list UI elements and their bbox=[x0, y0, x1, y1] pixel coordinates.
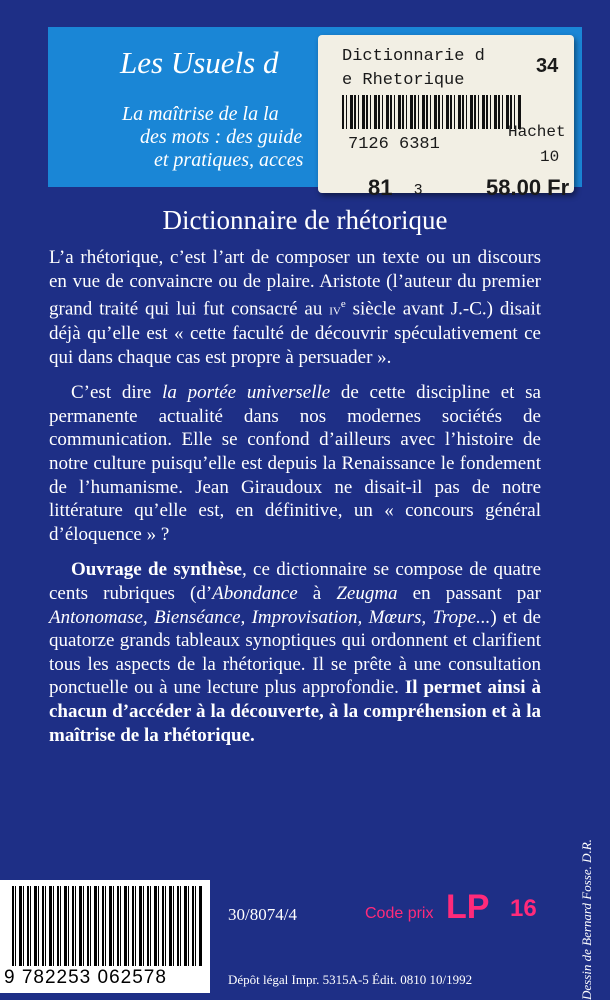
series-line-1: La maîtrise de la la bbox=[122, 103, 279, 125]
reference-code: 30/8074/4 bbox=[228, 905, 297, 924]
sticker-code-sub: 3 bbox=[414, 181, 423, 198]
series-title: Les Usuels d bbox=[120, 45, 279, 80]
sticker-number: 34 bbox=[536, 55, 559, 77]
sticker-publisher: Hachet bbox=[508, 123, 566, 141]
sticker-price: 58.00 Fr bbox=[486, 175, 570, 200]
series-line-2: des mots : des guide bbox=[140, 126, 303, 148]
isbn-barcode bbox=[0, 880, 210, 993]
sticker-title-line1: Dictionnarie d bbox=[342, 47, 485, 66]
barcode-digits: 9 782253 062578 bbox=[4, 967, 167, 988]
sticker-isbn: 7126 6381 bbox=[348, 135, 440, 154]
lp-label: LP bbox=[446, 888, 490, 926]
sticker-title-line2: e Rhetorique bbox=[342, 71, 465, 90]
blurb-paragraph-2: C’est dire la portée universelle de cette discipline et sa permanente actualité dans nos modernes sociétés de communication. Elle se confond d’ailleurs avec l’histoire de notre culture puisqu’elle est depuis la Renaissance le fondement de l’humanisme. Jean Giraudoux ne disait-il pas de notre littérature qu’elle est, en définitive, un « concours général d’éloquence » ? bbox=[49, 382, 541, 545]
sticker-count: 10 bbox=[540, 148, 560, 166]
series-line-3: et pratiques, acces bbox=[154, 149, 304, 171]
blurb-paragraph-3: Ouvrage de synthèse, ce dictionnaire se compose de quatre cents rubriques (d’Abondance à Zeugma en passant par Antonomase, Bienséance, Improvisation, Mœurs, Trope...) et de quatorze grands tableaux synoptiques qui ordonnent et clarifient tous les aspects de la rhétorique. Il se prête à une consultation ponctuelle ou à une lecture plus approfondie. Il permet ainsi à chacun d’accéder à la découverte, à la compréhension et à la maîtrise de la rhétorique. bbox=[49, 559, 541, 746]
code-prix-label: Code prix bbox=[365, 905, 434, 922]
illustration-credit: Dessin de Bernard Fosse. D.R. bbox=[579, 839, 594, 1000]
price-sticker bbox=[318, 35, 574, 200]
sticker-barcode bbox=[342, 95, 522, 129]
legal-deposit: Dépôt légal Impr. 5315A-5 Édit. 0810 10/1992 bbox=[228, 972, 473, 987]
blurb-paragraph-1: L’a rhétorique, c’est l’art de composer un texte ou un discours en vue de convaincre ou de plaire. Aristote (l’auteur du premier grand traité qui lui fut consacré au $iv^e$ siècle avant J.-C.) disait déjà qu’elle est « cette faculté de découvrir spéculativement ce qui dans chaque cas est propre à persuader ». bbox=[49, 247, 542, 368]
sticker-code: 81 bbox=[368, 175, 393, 200]
blurb bbox=[49, 246, 541, 759]
barcode-bars bbox=[12, 886, 202, 966]
book-title: Dictionnaire de rhétorique bbox=[162, 205, 448, 235]
lp-number: 16 bbox=[510, 895, 537, 922]
